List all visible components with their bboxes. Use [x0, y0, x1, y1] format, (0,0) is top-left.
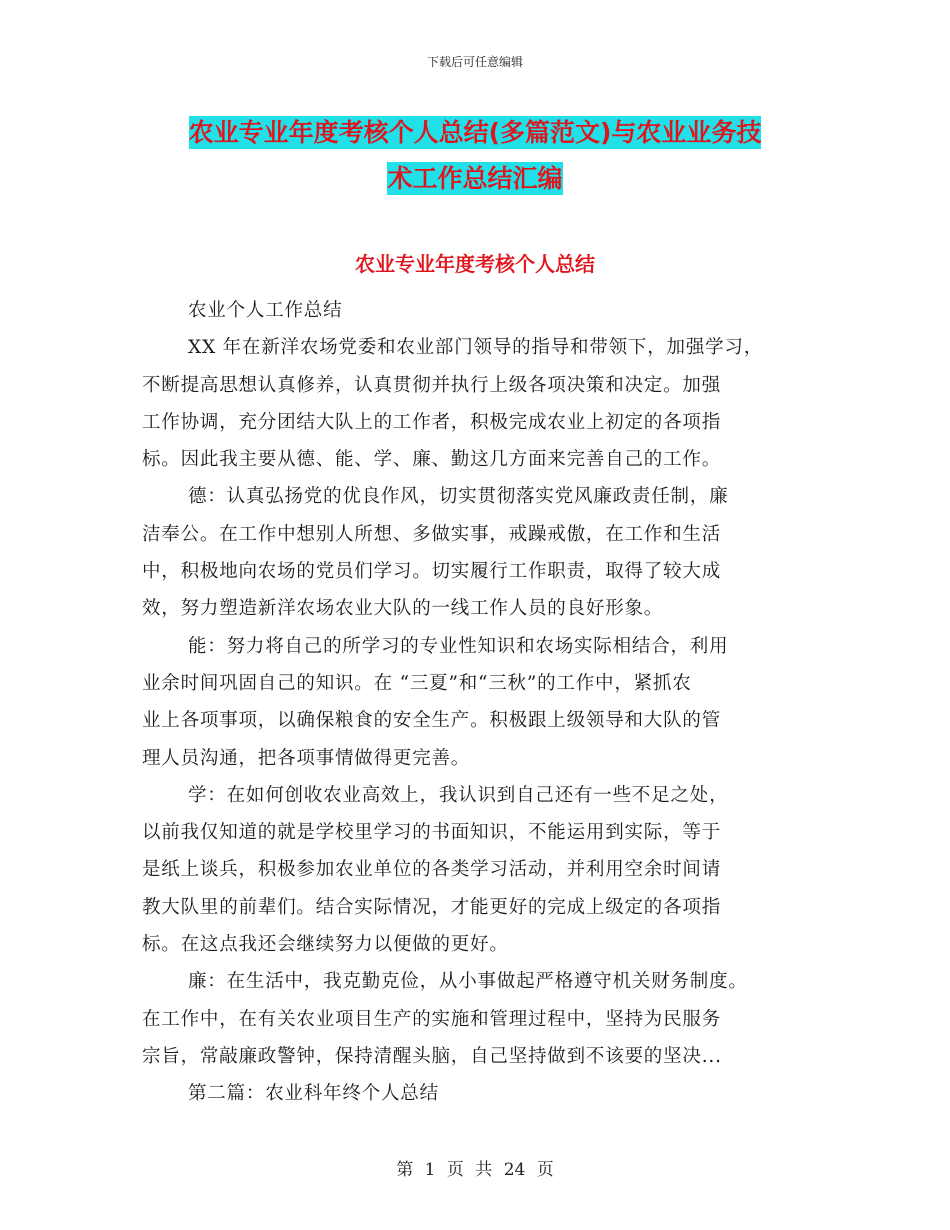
body-line: 标。在这点我还会继续努力以便做的更好。	[142, 934, 509, 956]
body-line: 是纸上谈兵，积极参加农业单位的各类学习活动，并利用空余时间请	[142, 859, 722, 881]
page-footer: 第 1 页 共 24 页	[396, 1160, 554, 1180]
paragraph-heading: 农业个人工作总结	[188, 300, 343, 321]
body-line: 工作协调，充分团结大队上的工作者，积极完成农业上初定的各项指	[142, 411, 722, 433]
body-line: 宗旨，常敲廉政警钟，保持清醒头脑，自己坚持做到不该要的坚决...	[142, 1045, 722, 1067]
body-line: 德：认真弘扬党的优良作风，切实贯彻落实党风廉政责任制，廉	[188, 486, 729, 508]
header-note: 下载后可任意编辑	[426, 55, 523, 69]
body-line: 能：努力将自己的所学习的专业性知识和农场实际相结合，利用	[188, 635, 729, 657]
body-line: 业余时间巩固自己的知识。在 “三夏”和“三秋”的工作中，紧抓农	[142, 672, 692, 694]
body-line: 效，努力塑造新洋农场农业大队的一线工作人员的良好形象。	[142, 598, 664, 620]
body-line: 学：在如何创收农业高效上，我认识到自己还有一些不足之处，	[188, 784, 729, 806]
document-title	[0, 110, 950, 202]
body-line: 标。因此我主要从德、能、学、廉、勤这几方面来完善自己的工作。	[142, 449, 722, 471]
title-line-2: 术工作总结汇编	[387, 164, 563, 193]
body-line: 理人员沟通，把各项事情做得更完善。	[142, 747, 471, 769]
body-line: 不断提高思想认真修养，认真贯彻并执行上级各项决策和决定。加强	[142, 374, 722, 396]
subsection-heading: 第二篇：农业科年终个人总结	[188, 1083, 439, 1105]
body-line: 教大队里的前辈们。结合实际情况，才能更好的完成上级定的各项指	[142, 896, 722, 918]
body-line: XX 年在新洋农场党委和农业部门领导的指导和带领下，加强学习，	[188, 337, 764, 359]
title-line-1: 农业专业年度考核个人总结(多篇范文)与农业业务技	[188, 118, 762, 147]
body-line: 业上各项事项，以确保粮食的安全生产。积极跟上级领导和大队的管	[142, 710, 722, 732]
body-line: 以前我仅知道的就是学校里学习的书面知识，不能运用到实际，等于	[142, 822, 722, 844]
body-line: 中，积极地向农场的党员们学习。切实履行工作职责，取得了较大成	[142, 561, 722, 583]
section-title: 农业专业年度考核个人总结	[355, 252, 595, 276]
body-line: 洁奉公。在工作中想别人所想、多做实事，戒躁戒傲，在工作和生活	[142, 523, 722, 545]
body-text	[142, 292, 822, 1113]
body-line: 在工作中，在有关农业项目生产的实施和管理过程中，坚持为民服务	[142, 1008, 722, 1030]
body-line: 廉：在生活中，我克勤克俭，从小事做起严格遵守机关财务制度。	[188, 971, 748, 993]
